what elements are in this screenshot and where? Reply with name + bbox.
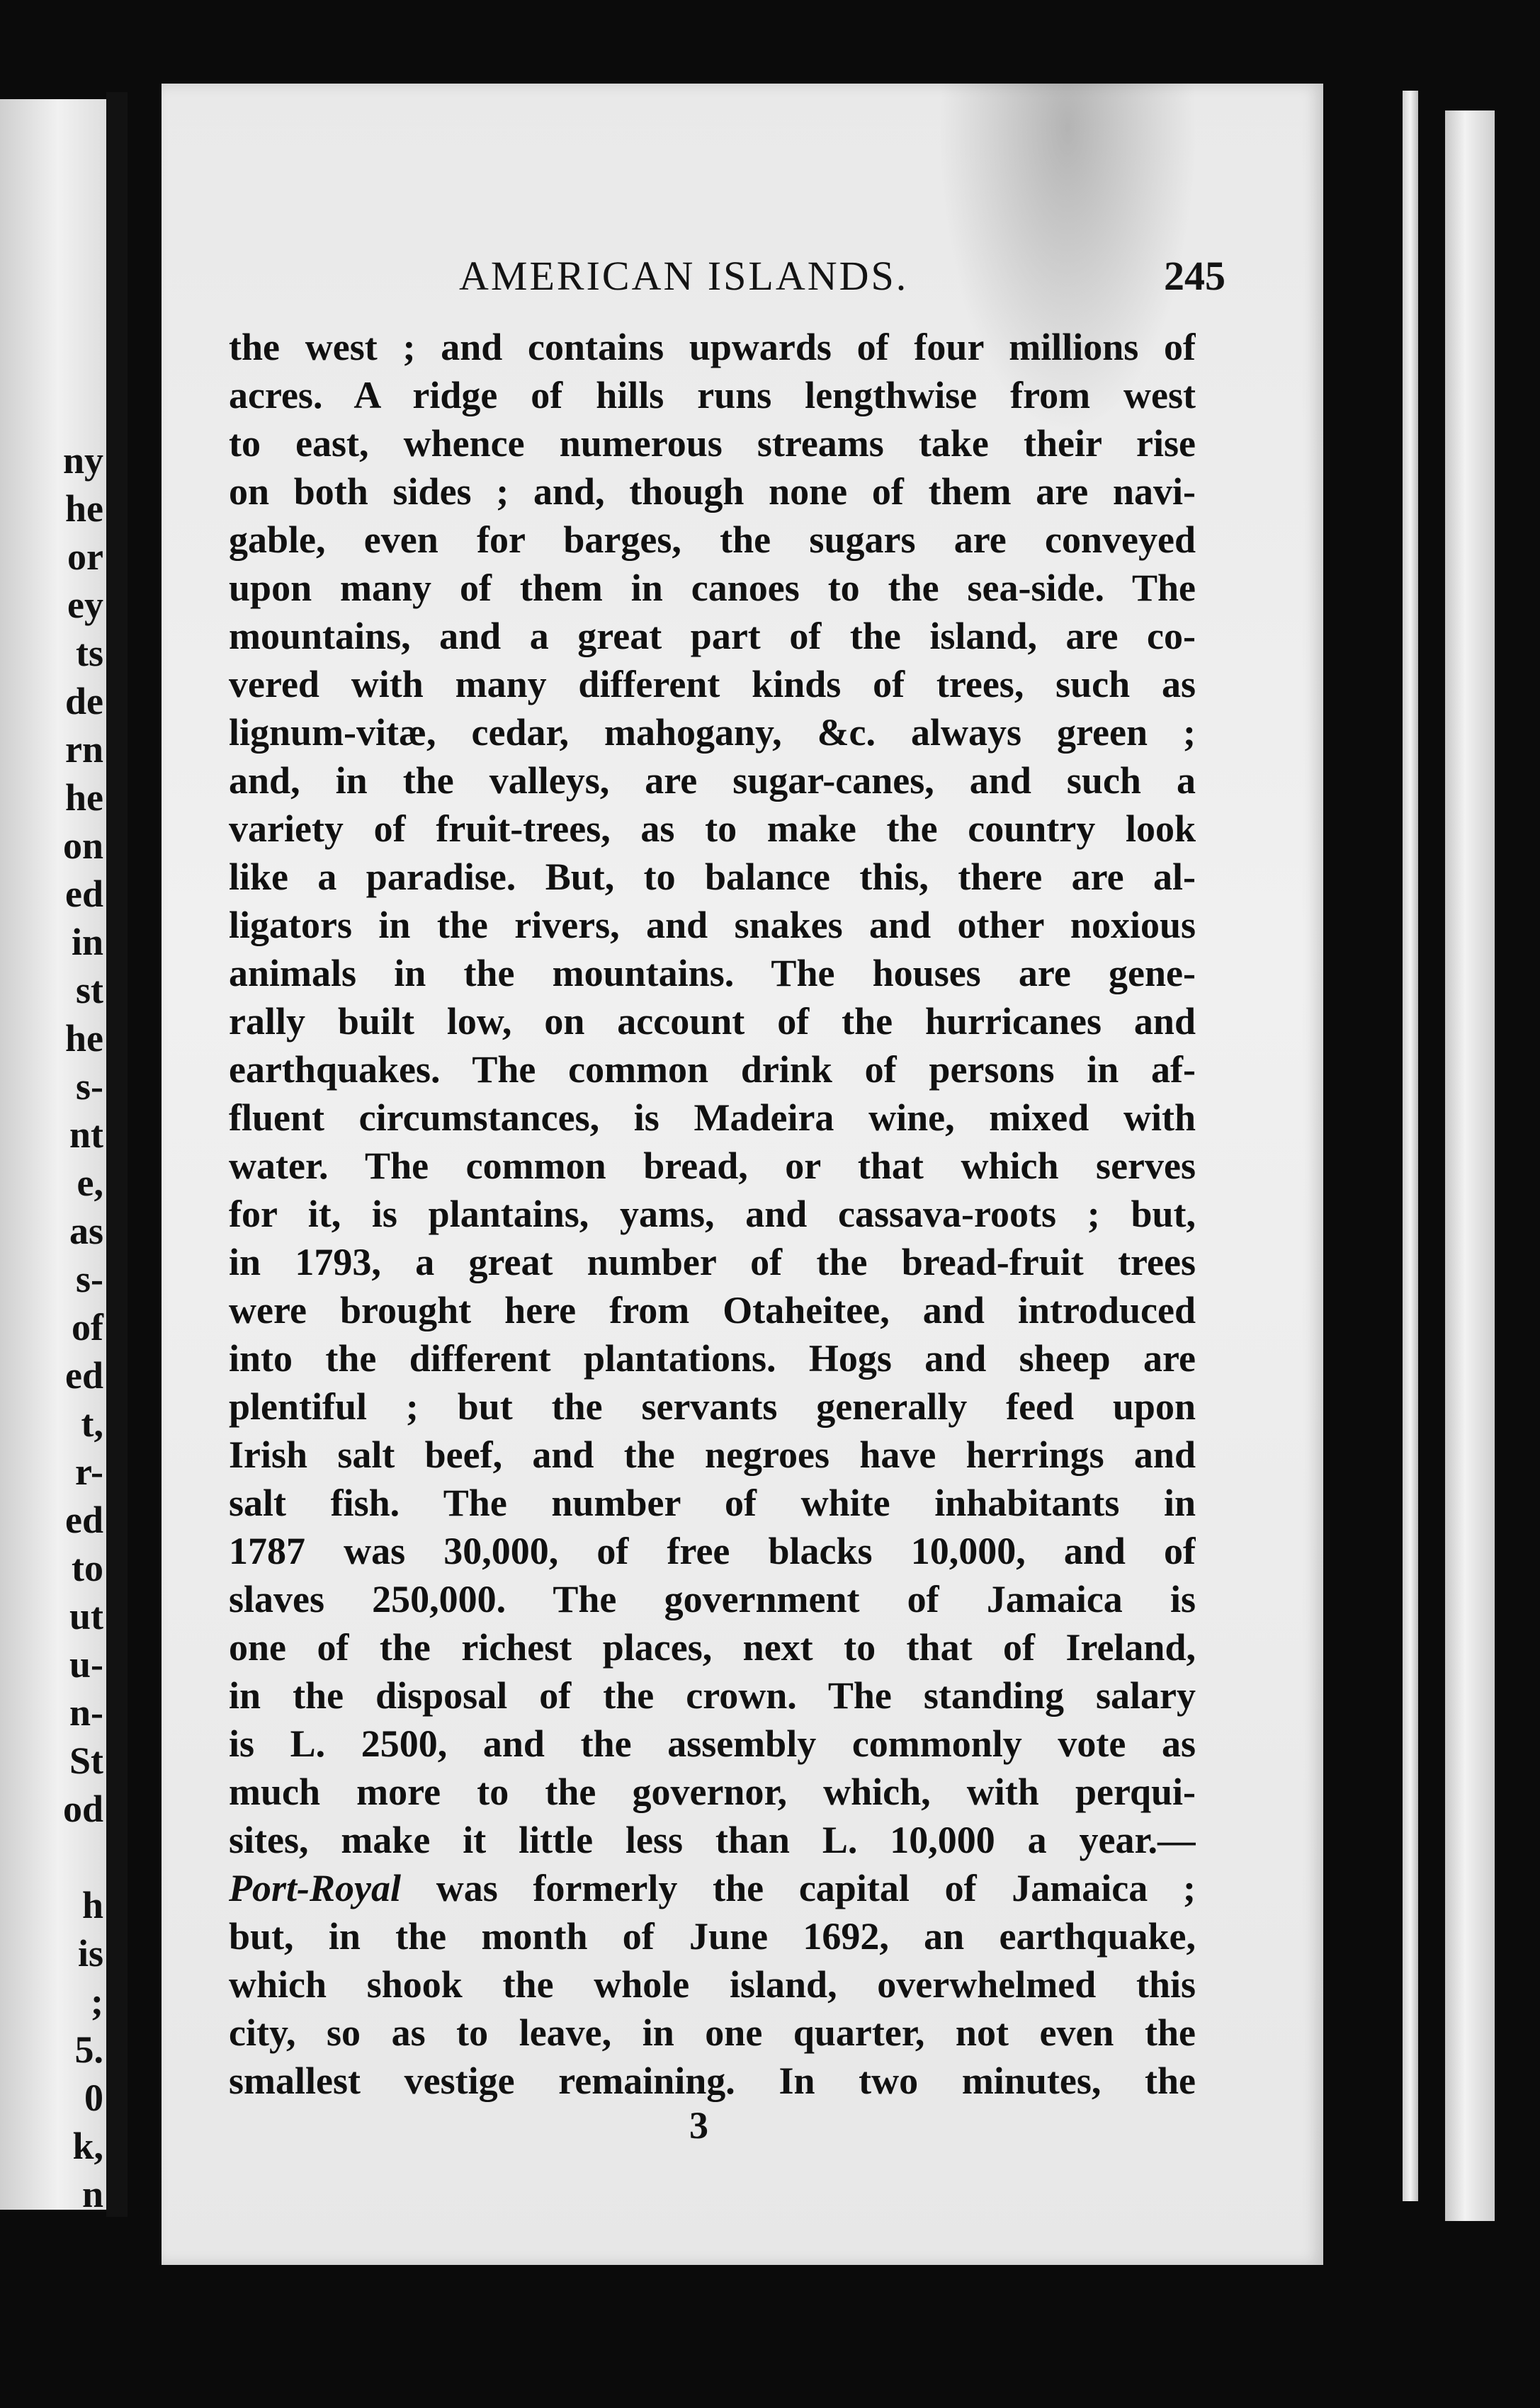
running-head-title: AMERICAN ISLANDS.: [459, 253, 909, 299]
facing-page-fragment: od: [62, 1788, 103, 1830]
facing-page-fragment: nt: [69, 1113, 103, 1156]
text-line: in 1793, a great number of the bread-fruit trees: [229, 1241, 1196, 1283]
italic-place-name: Port-Royal: [229, 1867, 401, 1909]
facing-page-fragment: ed: [65, 1354, 103, 1397]
facing-page-fragment: ny: [62, 439, 103, 482]
text-line: like a paradise. But, to balance this, there are al-: [229, 856, 1196, 898]
text-line: animals in the mountains. The houses are gene-: [229, 952, 1196, 994]
book-cover-edge: [1445, 110, 1495, 2221]
text-line: smallest vestige remaining. In two minutes, the: [229, 2060, 1196, 2102]
facing-page-fragment: k,: [72, 2125, 103, 2167]
text-line: 1787 was 30,000, of free blacks 10,000, and of: [229, 1530, 1196, 1572]
signature-mark: 3: [689, 2104, 708, 2147]
page-number: 245: [1164, 253, 1225, 299]
facing-page-fragment: st: [76, 969, 103, 1011]
text-line: to east, whence numerous streams take their rise: [229, 422, 1196, 465]
text-line: much more to the governor, which, with perqui-: [229, 1771, 1196, 1813]
facing-page-fragment: 5.: [74, 2028, 103, 2071]
facing-page-fragment: h: [81, 1884, 103, 1926]
text-line: plentiful ; but the servants generally feed upon: [229, 1385, 1196, 1428]
facing-page-fragment: e,: [77, 1162, 103, 1204]
facing-page-fragment: on: [62, 824, 103, 867]
facing-page-fragment: n: [81, 2173, 103, 2215]
text-line: in the disposal of the crown. The standing salary: [229, 1674, 1196, 1717]
text-line: which shook the whole island, overwhelmed this: [229, 1963, 1196, 2006]
text-line: variety of fruit-trees, as to make the country look: [229, 807, 1196, 850]
text-line: rally built low, on account of the hurricanes and: [229, 1000, 1196, 1043]
facing-page-fragment: [0, 1833, 106, 1881]
text-line: earthquakes. The common drink of persons in af-: [229, 1048, 1196, 1091]
facing-page-fragment: or: [67, 535, 103, 578]
facing-page-fragment: ut: [69, 1595, 103, 1637]
facing-page-left: [0, 99, 106, 2215]
page-body-text: [229, 323, 1196, 2105]
text-line: were brought here from Otaheitee, and introduced: [229, 1289, 1196, 1331]
facing-page-fragment: St: [69, 1739, 103, 1782]
text-line: acres. A ridge of hills runs lengthwise from west: [229, 374, 1196, 416]
text-line: water. The common bread, or that which serves: [229, 1145, 1196, 1187]
text-line: for it, is plantains, yams, and cassava-roots ; but,: [229, 1193, 1196, 1235]
text-line: vered with many different kinds of trees, such as: [229, 663, 1196, 705]
text-line: fluent circumstances, is Madeira wine, mixed with: [229, 1096, 1196, 1139]
facing-page-fragment: he: [65, 487, 103, 530]
text-line: salt fish. The number of white inhabitants in: [229, 1482, 1196, 1524]
facing-page-fragment: r-: [75, 1450, 103, 1493]
text-line: and, in the valleys, are sugar-canes, and such a: [229, 759, 1196, 802]
book-page: [162, 84, 1323, 2265]
text-line: ligators in the rivers, and snakes and other noxious: [229, 904, 1196, 946]
facing-page-fragment: in: [71, 921, 103, 963]
facing-page-fragment: ed: [65, 1499, 103, 1541]
text-line: mountains, and a great part of the island, are co-: [229, 615, 1196, 657]
facing-page-fragment: t,: [81, 1402, 103, 1445]
text-line: gable, even for barges, the sugars are conveyed: [229, 518, 1196, 561]
facing-page-fragment: n-: [69, 1691, 103, 1734]
facing-page-fragment: he: [65, 776, 103, 819]
text-line: into the different plantations. Hogs and sheep are: [229, 1337, 1196, 1380]
facing-page-fragment: ey: [67, 584, 103, 626]
text-line: city, so as to leave, in one quarter, not even the: [229, 2011, 1196, 2054]
facing-page-fragment: ;: [91, 1980, 103, 2023]
text-line: sites, make it little less than L. 10,000 a year.—: [229, 1819, 1196, 1861]
text-line: lignum-vitæ, cedar, mahogany, &c. always green ;: [229, 711, 1196, 754]
facing-page-fragment: as: [69, 1210, 103, 1252]
facing-page-fragment: s-: [76, 1065, 103, 1108]
text-line: Port-Royal was formerly the capital of Jamaica ;: [229, 1867, 1196, 1909]
text-line: Irish salt beef, and the negroes have herrings and: [229, 1433, 1196, 1476]
facing-page-fragment: to: [72, 1547, 103, 1589]
text-line: slaves 250,000. The government of Jamaica is: [229, 1578, 1196, 1620]
page-edge-stack: [1403, 91, 1418, 2201]
facing-page-fragment: de: [65, 680, 103, 722]
facing-page-fragment: he: [65, 1017, 103, 1060]
text-line: on both sides ; and, though none of them are navi-: [229, 470, 1196, 513]
text-line: the west ; and contains upwards of four millions of: [229, 326, 1196, 368]
facing-page-fragment: is: [77, 1932, 103, 1975]
facing-page-fragment: s-: [76, 1258, 103, 1300]
facing-page-fragment: 0: [84, 2077, 103, 2119]
facing-page-fragment: u-: [69, 1643, 103, 1686]
text-line: is L. 2500, and the assembly commonly vote as: [229, 1722, 1196, 1765]
facing-page-fragment: ed: [65, 873, 103, 915]
text-line: but, in the month of June 1692, an earthquake,: [229, 1915, 1196, 1958]
text-line: upon many of them in canoes to the sea-side. The: [229, 567, 1196, 609]
facing-page-text-fragments: [0, 436, 106, 2218]
facing-page-fragment: rn: [65, 728, 103, 771]
text-line: one of the richest places, next to that of Ireland,: [229, 1626, 1196, 1669]
facing-page-fragment: ts: [76, 632, 103, 674]
running-head: [162, 252, 1323, 309]
facing-page-fragment: of: [72, 1306, 103, 1348]
book-gutter: [106, 92, 128, 2217]
